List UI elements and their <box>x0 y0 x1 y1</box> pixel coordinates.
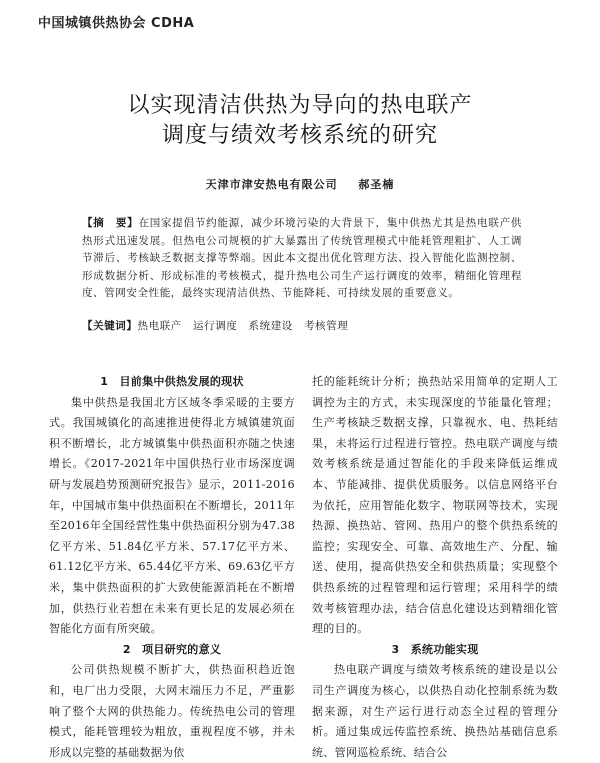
abstract <box>82 215 522 303</box>
body-column-right <box>312 372 558 763</box>
section-2-heading: 2 项目研究的意义 <box>122 642 222 656</box>
author-affiliation: 天津市津安热电有限公司 <box>205 178 338 191</box>
journal-header: 中国城镇供热协会 CDHA <box>38 16 195 31</box>
section-1-heading: 1 目前集中供热发展的现状 <box>100 375 244 388</box>
author-line <box>0 176 600 192</box>
section-2-paragraph: 公司供热规模不断扩大，供热面积趋近饱和，电厂出力受限，大网末端压力不足，严重影响了整个大网的供热能力。传统热电公司的管理模式，能耗管理较为粗放，重视程度不够，并未形成以完整的基础数据为依 <box>49 663 295 759</box>
section-3-paragraph: 热电联产调度与绩效考核系统的建设是以公司生产调度为核心，以供热自动化控制系统为数据来源，对生产运行进行动态全过程的管理分析。通过集成远传监控系统、换热站基础信息系统、管网巡检系统、结合公 <box>312 663 558 759</box>
article-title-line-2: 调度与绩效考核系统的研究 <box>161 123 438 148</box>
abstract-text: 在国家提倡节约能源，减少环境污染的大背景下，集中供热尤其是热电联产供热形式迅速发展。但热电公司规模的扩大暴露出了传统管理模式中能耗管理粗扩、人工调节滞后、考核缺乏数据支撑等弊端。因此本文提出优化管理方法、投入智能化监测控制、形成数据分析、形成标准的考核模式，提升热电公司生产运行调度的效率，精细化管理程度、管网安全性能，最终实现清洁供热、节能降耗、可持续发展的重要意义。 <box>82 217 522 299</box>
keywords-label: 【关键词】 <box>82 320 138 332</box>
article-title-line-1: 以实现清洁供热为导向的热电联产 <box>127 93 473 118</box>
section-3-heading: 3 系统功能实现 <box>391 642 479 656</box>
section-2-paragraph-continued: 托的能耗统计分析；换热站采用简单的定期人工调控为主的方式，未实现深度的节能量化管理；生产考核缺乏数据支撑，只靠视水、电、热耗结果，未将运行过程进行管控。热电联产调度与绩效考核系统是通过智能化的手段来降低运维成本、节能减排、提供优质服务。以信息网络平台为依托，应用智能化数字、物联网等技术，实现热源、换热站、管网、热用户的整个供热系统的监控；实现安全、可靠、高效地生产、分配、输送、使用，提高供热安全和供热质量；实现整个供热系统的过程管理和运行管理；采用科学的绩效考核管理办法，结合信息化建设达到精细化管理的目的。 <box>312 375 558 636</box>
body-column-left <box>49 372 295 763</box>
section-1-paragraph: 集中供热是我国北方区域冬季采暖的主要方式。我国城镇化的高速推进使得北方城镇建筑面积不断增长，北方城镇集中供热面积亦随之快速增长。《2017-2021年中国供热行业市场深度调研与发展趋势预测研究报告》显示，2011-2016年，中国城市集中供热面积在不断增长，2011年至2016年全国经营性集中供热面积分别为47.38亿平方米、51.84亿平方米、57.17亿平方米、61.12亿平方米、65.44亿平方米、69.63亿平方米，集中供热面积的扩大致使能源消耗在不断增加，供热行业若想在未来有更长足的发展必须在智能化方面有所突破。 <box>49 395 295 636</box>
abstract-label: 【摘 要】 <box>82 217 139 229</box>
keywords <box>82 318 522 333</box>
author-name: 郝圣楠 <box>358 178 395 191</box>
keywords-text: 热电联产 运行调度 系统建设 考核管理 <box>137 320 349 332</box>
